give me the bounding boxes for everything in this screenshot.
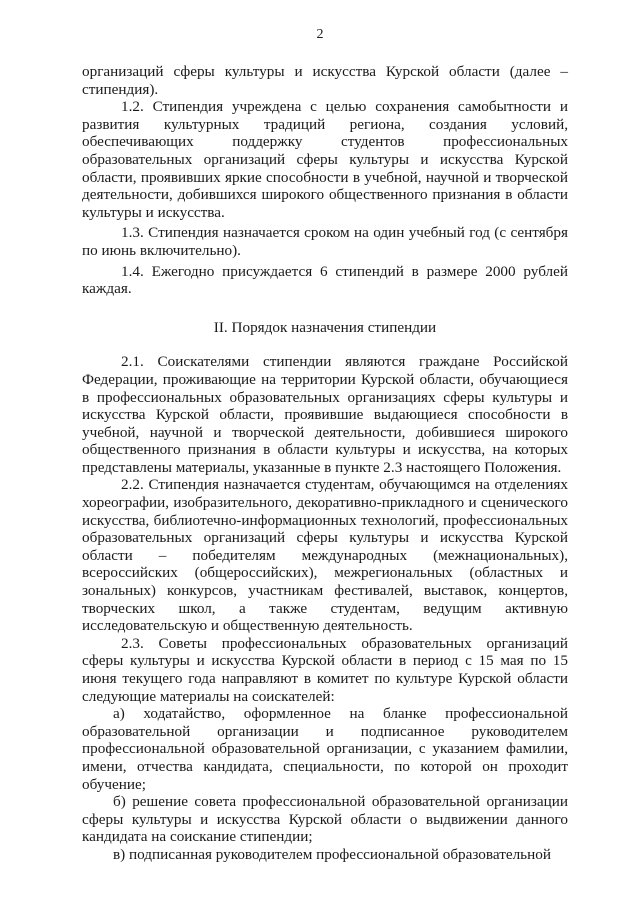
paragraph-1-4: 1.4. Ежегодно присуждается 6 стипендий в размере 2000 рублей каждая.	[82, 262, 568, 298]
paragraph-2-2: 2.2. Стипендия назначается студентам, обучающимся на отделениях хореографии, изобразительного, декоративно-прикладного и сценического искусства, библиотечно-информационных технологий, профессиональных образовательных организаций сферы культуры и искусства Курской области – победителям международных (межнациональных), всероссийских (общероссийских), межрегиональных (областных и зональных) конкурсов, участникам фестивалей, выставок, концертов, творческих школ, а также студентам, ведущим активную исследовательскую и общественную деятельность.	[82, 476, 568, 635]
paragraph-2-1: 2.1. Соискателями стипендии являются граждане Российской Федерации, проживающие на территории Курской области, обучающиеся в профессиональных образовательных организациях сферы культуры и искусства Курской области, проявившие выдающиеся способности в учебной, научной и творческой деятельности, добившиеся широкого общественного признания в области культуры и искусства, на которых представлены материалы, указанные в пункте 2.3 настоящего Положения.	[82, 353, 568, 476]
paragraph-2-3: 2.3. Советы профессиональных образовательных организаций сферы культуры и искусства Курской области в период с 15 мая по 15 июня текущего года направляют в комитет по культуре Курской области следующие материалы на соискателей:	[82, 634, 568, 705]
list-item-b: б) решение совета профессиональной образовательной организации сферы культуры и искусства Курской области о выдвижении данного кандидата на соискание стипендии;	[82, 793, 568, 846]
paragraph-continuation: организаций сферы культуры и искусства Курской области (далее – стипендия).	[82, 63, 568, 98]
page-number: 2	[316, 27, 324, 42]
paragraph-1-3: 1.3. Стипендия назначается сроком на один учебный год (с сентября по июнь включительно).	[82, 224, 568, 259]
document-body	[82, 63, 568, 864]
list-item-a: а) ходатайство, оформленное на бланке профессиональной образовательной организации и подписанное руководителем профессиональной образовательной организации, с указанием фамилии, имени, отчества кандидата, специальности, по которой он проходит обучение;	[82, 705, 568, 793]
list-item-v: в) подписанная руководителем профессиональной образовательной	[113, 845, 551, 863]
section-heading: II. Порядок назначения стипендии	[213, 318, 437, 336]
paragraph-1-2: 1.2. Стипендия учреждена с целью сохранения самобытности и развития культурных традиций региона, создания условий, обеспечивающих поддержку студентов профессиональных образовательных организаций сферы культуры и искусства Курской области, проявивших яркие способности в учебной, научной и творческой деятельности, добившихся широкого общественного признания в области культуры и искусства.	[82, 98, 568, 221]
